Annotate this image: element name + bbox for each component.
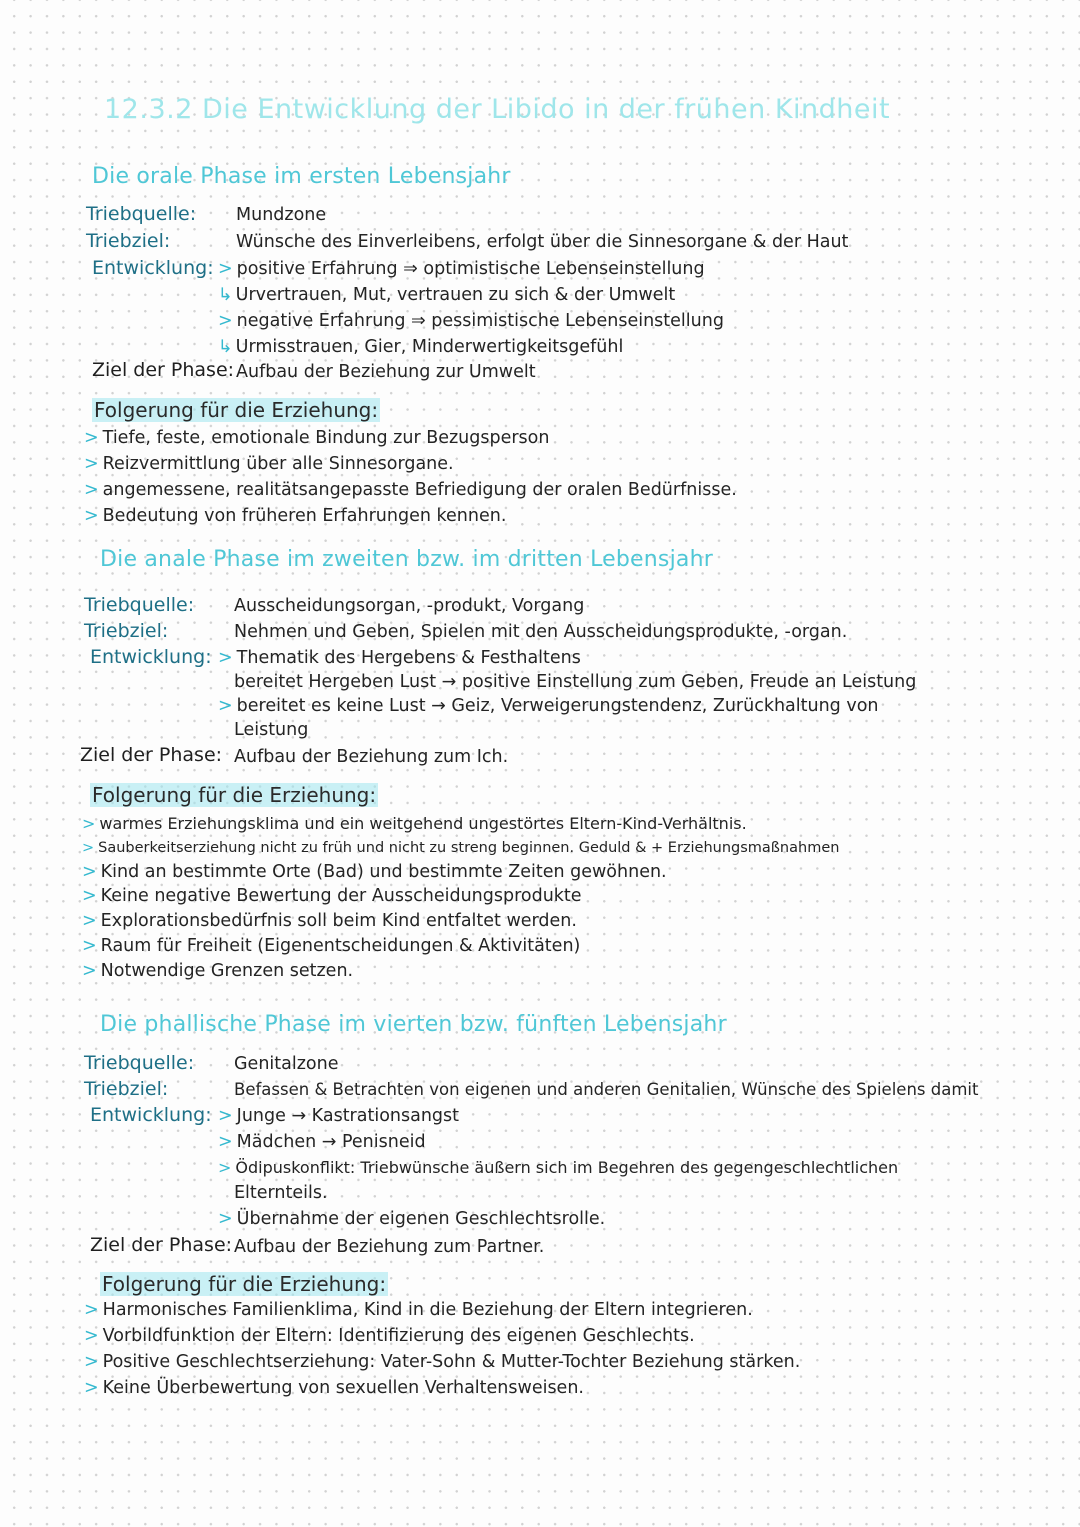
- folgerung-item: > angemessene, realitätsangepasste Befriedigung der oralen Bedürfnisse.: [84, 480, 737, 500]
- folgerung-heading: Folgerung für die Erziehung:: [92, 783, 377, 807]
- folgerung-item: > Reizvermittlung über alle Sinnesorgane.: [84, 454, 454, 474]
- page-title: 12.3.2 Die Entwicklung der Libido in der frühen Kindheit: [104, 94, 891, 125]
- folgerung-item: > Positive Geschlechtserziehung: Vater-Sohn & Mutter-Tochter Beziehung stärken.: [84, 1352, 801, 1372]
- ziel-label: Ziel der Phase:: [80, 744, 223, 766]
- folgerung-item: > Tiefe, feste, emotionale Bindung zur Bezugsperson: [84, 428, 550, 448]
- folgerung-item: > Keine Überbewertung von sexuellen Verhaltensweisen.: [84, 1378, 584, 1398]
- entwicklung-item: > negative Erfahrung ⇒ pessimistische Lebenseinstellung: [218, 311, 724, 331]
- triebziel-label: Triebziel:: [84, 1078, 169, 1100]
- folgerung-item: > warmes Erziehungsklima und ein weitgehend ungestörtes Eltern-Kind-Verhältnis.: [82, 814, 747, 833]
- entwicklung-item: > bereitet es keine Lust → Geiz, Verweigerungstendenz, Zurückhaltung von: [218, 696, 879, 716]
- entwicklung-item: Elternteils.: [234, 1183, 328, 1203]
- entwicklung-item: > Übernahme der eigenen Geschlechtsrolle.: [218, 1209, 606, 1229]
- folgerung-item: > Vorbildfunktion der Eltern: Identifizierung des eigenen Geschlechts.: [84, 1326, 695, 1346]
- ziel-value: Aufbau der Beziehung zum Ich.: [234, 747, 509, 767]
- triebquelle-value: Ausscheidungsorgan, -produkt, Vorgang: [234, 596, 585, 616]
- entwicklung-item: > Ödipuskonflikt: Triebwünsche äußern sich im Begehren des gegengeschlechtlichen: [218, 1158, 899, 1177]
- triebquelle-label: Triebquelle:: [84, 1052, 195, 1074]
- folgerung-heading: Folgerung für die Erziehung:: [102, 1272, 387, 1296]
- entwicklung-item: > Junge → Kastrationsangst: [218, 1106, 460, 1126]
- folgerung-item: > Harmonisches Familienklima, Kind in die Beziehung der Eltern integrieren.: [84, 1300, 753, 1320]
- entwicklung-label: Entwicklung:: [90, 646, 212, 668]
- section-heading-anal: Die anale Phase im zweiten bzw. im dritten Lebensjahr: [100, 547, 713, 572]
- entwicklung-item: bereitet Hergeben Lust → positive Einstellung zum Geben, Freude an Leistung: [234, 672, 917, 692]
- section-heading-phallic: Die phallische Phase im vierten bzw. fünften Lebensjahr: [100, 1012, 727, 1037]
- triebquelle-value: Genitalzone: [234, 1054, 339, 1074]
- triebziel-value: Nehmen und Geben, Spielen mit den Ausscheidungsprodukte, -organ.: [234, 622, 848, 642]
- folgerung-heading: Folgerung für die Erziehung:: [94, 398, 379, 422]
- entwicklung-label: Entwicklung:: [90, 1104, 212, 1126]
- entwicklung-item: ↳ Urvertrauen, Mut, vertrauen zu sich & der Umwelt: [218, 285, 676, 305]
- ziel-label: Ziel der Phase:: [92, 359, 235, 381]
- ziel-label: Ziel der Phase:: [90, 1234, 233, 1256]
- triebquelle-label: Triebquelle:: [86, 203, 197, 225]
- folgerung-item: > Explorationsbedürfnis soll beim Kind entfaltet werden.: [82, 911, 577, 931]
- entwicklung-item: ↳ Urmisstrauen, Gier, Minderwertigkeitsgefühl: [218, 337, 624, 357]
- triebziel-value: Befassen & Betrachten von eigenen und anderen Genitalien, Wünsche des Spielens damit: [234, 1080, 979, 1099]
- entwicklung-item: > positive Erfahrung ⇒ optimistische Lebenseinstellung: [218, 259, 705, 279]
- entwicklung-label: Entwicklung:: [92, 257, 214, 279]
- triebquelle-label: Triebquelle:: [84, 594, 195, 616]
- entwicklung-item: Leistung: [234, 720, 309, 740]
- ziel-value: Aufbau der Beziehung zur Umwelt: [236, 362, 536, 382]
- section-heading-oral: Die orale Phase im ersten Lebensjahr: [92, 164, 511, 189]
- folgerung-item: > Bedeutung von früheren Erfahrungen kennen.: [84, 506, 507, 526]
- triebziel-label: Triebziel:: [86, 230, 171, 252]
- folgerung-item: > Keine negative Bewertung der Ausscheidungsprodukte: [82, 886, 582, 906]
- folgerung-item: > Notwendige Grenzen setzen.: [82, 961, 354, 981]
- folgerung-item: > Raum für Freiheit (Eigenentscheidungen & Aktivitäten): [82, 936, 581, 956]
- triebquelle-value: Mundzone: [236, 205, 327, 225]
- entwicklung-item: > Thematik des Hergebens & Festhaltens: [218, 648, 581, 668]
- triebziel-label: Triebziel:: [84, 620, 169, 642]
- folgerung-item: > Kind an bestimmte Orte (Bad) und bestimmte Zeiten gewöhnen.: [82, 862, 667, 882]
- ziel-value: Aufbau der Beziehung zum Partner.: [234, 1237, 545, 1257]
- entwicklung-item: > Mädchen → Penisneid: [218, 1132, 426, 1152]
- folgerung-item: > Sauberkeitserziehung nicht zu früh und nicht zu streng beginnen. Geduld & + Erziehungsmaßnahmen: [82, 840, 840, 856]
- triebziel-value: Wünsche des Einverleibens, erfolgt über die Sinnesorgane & der Haut: [236, 232, 849, 252]
